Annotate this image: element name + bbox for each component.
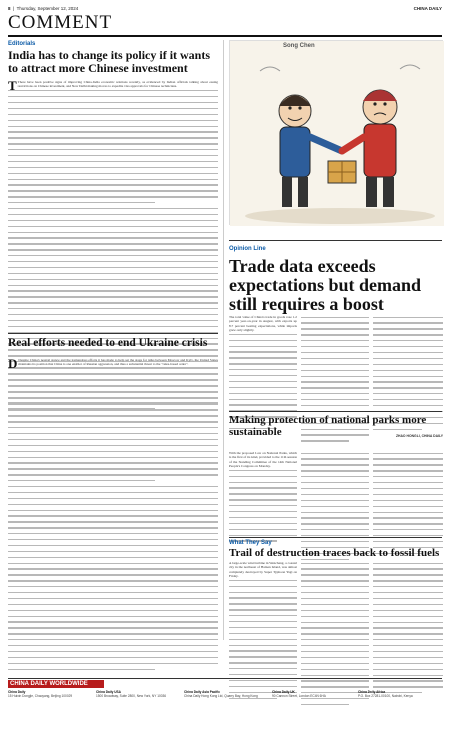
parks-lede: With the proposed Law on National Parks, which is the first of its kind, provided to the 11th session of the Standing Committee of the 14th National People's Congress on Monday. <box>229 451 297 468</box>
office-name: China Daily UK <box>272 690 295 694</box>
editorials-label: Editorials <box>8 41 36 47</box>
opinion-headline: Trade data exceeds expectations but demand still requires a boost <box>229 256 422 314</box>
editorial-lede-ukraine: Despite China's neutral stance and the tremendous efforts it has made to help set the stage for talks between Moscow and Kyiv, the United States maintains its position that China is one enabler of Russian aggression, and thus a substantial threat to the "rules-based order". <box>18 358 218 367</box>
editorial-body-ukraine <box>8 358 218 603</box>
page-number: 8 <box>8 5 11 11</box>
opinion-body-col2 <box>301 315 369 410</box>
editorial-divider <box>8 333 218 334</box>
footer-title: CHINA DAILY WORLDWIDE <box>8 680 104 688</box>
column-divider <box>223 40 224 640</box>
think-divider <box>229 537 442 538</box>
footer-col-3 <box>184 690 268 698</box>
parks-body-col1 <box>229 451 297 536</box>
cartoon-illustration <box>230 41 444 226</box>
body-text-lines <box>229 470 297 545</box>
office-name: China Daily <box>8 690 26 694</box>
office-name: China Daily Africa <box>358 690 386 694</box>
dropcap: D <box>8 356 18 371</box>
think-body-col2 <box>301 561 369 681</box>
footer-col-2 <box>96 690 180 698</box>
opinion-label: Opinion Line <box>229 246 266 252</box>
office-address: 90 Cannon Street, London EC4N 6HA <box>272 694 326 698</box>
page-date-line: 8 | Thursday, September 12, 2024 <box>8 5 79 11</box>
think-body-col1 <box>229 561 297 681</box>
issue-date: Thursday, September 12, 2024 <box>16 5 79 11</box>
dropcap: T <box>8 78 17 93</box>
think-headline: Trail of destruction traces back to fossil fuels <box>229 547 440 559</box>
editorial-headline-india: India has to change its policy if it wants to attract more Chinese investment <box>8 48 211 75</box>
think-label: What They Say <box>229 540 272 546</box>
office-name: China Daily Asia Pacific <box>184 690 221 694</box>
opinion-body-col1 <box>229 315 297 410</box>
parks-divider <box>229 411 442 412</box>
section-title: COMMENT <box>8 12 113 33</box>
parks-body-col3 <box>373 451 443 536</box>
opinion-body-col3 <box>373 315 443 438</box>
opinion-byline: ZHAO HONGLI, CHINA DAILY <box>395 433 443 438</box>
parks-headline: Making protection of national parks more sustainable <box>229 414 427 438</box>
footer-col-4 <box>272 690 356 698</box>
office-address: China Daily Hong Kong Ltd, Quarry Bay, Hong Kong <box>184 694 258 698</box>
think-body-col3 <box>373 561 443 681</box>
section-divider <box>8 35 442 37</box>
editorial-headline-ukraine: Real efforts needed to end Ukraine crisis <box>8 337 208 349</box>
footer-col-1 <box>8 690 92 698</box>
office-name: China Daily USA <box>96 690 121 694</box>
think-lede: A large-scale wind turbine in Wenchang, a coastal city in the northeast of Hainan Island, was almost completely destroyed by Super Typhoon Yagi on Friday. <box>229 561 297 578</box>
office-address: 15 Huixin Dongjie, Chaoyang, Beijing 100029 <box>8 694 73 698</box>
office-address: P.O. Box 27281-00100, Nairobi, Kenya <box>358 694 413 698</box>
opinion-divider <box>229 240 442 241</box>
editorial-body-india <box>8 80 218 330</box>
editorial-lede-india: There have been positive signs of improving China-India economic relations recently, as evidenced by Indian officials talking about easing restrictions on Chinese investment, and New Delhi making moves to expedite visa approvals for Chinese technicians. <box>17 80 218 89</box>
office-address: 1500 Broadway, Suite 2800, New York, NY 10036 <box>96 694 167 698</box>
opinion-lede: The total value of China's trade in goods rose 1.2 percent year-on-year in August, with exports up 8.7 percent beating expectations, while imports grew only slightly. <box>229 315 297 332</box>
cartoon-credit: Song Chen <box>283 43 315 49</box>
editorial-cartoon <box>229 40 443 225</box>
publication-name: CHINA DAILY <box>413 5 442 11</box>
worldwide-footer <box>8 680 442 742</box>
footer-col-5 <box>358 690 442 698</box>
parks-body-col2 <box>301 451 369 536</box>
body-text-lines <box>8 368 218 673</box>
footer-divider <box>8 678 442 679</box>
